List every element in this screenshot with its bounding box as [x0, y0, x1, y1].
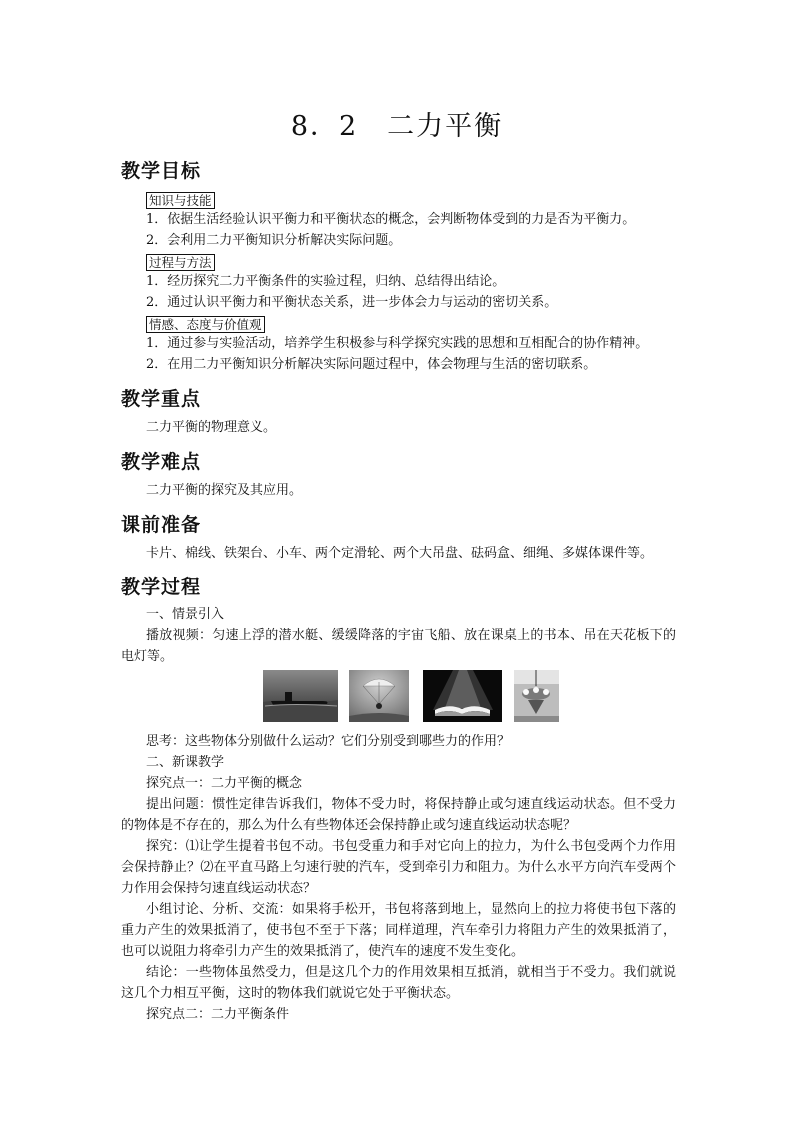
process-line: 思考：这些物体分别做什么运动？它们分别受到哪些力的作用？: [146, 734, 511, 749]
heading-objectives: 教学目标: [121, 160, 202, 182]
subheading-knowledge: 知识与技能: [146, 192, 215, 209]
process-line: 一、情景引入: [146, 607, 225, 622]
process-line: 探究点一：二力平衡的概念: [146, 776, 303, 791]
objective-line: 2．会利用二力平衡知识分析解决实际问题。: [146, 233, 402, 248]
submarine-image: [263, 670, 338, 722]
objective-line: 1．经历探究二力平衡条件的实验过程，归纳、总结得出结论。: [146, 274, 506, 289]
process-paragraph: 提出问题：惯性定律告诉我们，物体不受力时，将保持静止或匀速直线运动状态。但不受力的物体是不存在的，那么为什么有些物体还会保持静止或匀速直线运动状态呢？: [121, 797, 676, 833]
objective-line: 2．在用二力平衡知识分析解决实际问题过程中，体会物理与生活的密切联系。: [146, 357, 597, 372]
heading-difficulties: 教学难点: [121, 451, 202, 473]
heading-key-points: 教学重点: [121, 388, 202, 410]
process-paragraph: 结论：一些物体虽然受力，但是这几个力的作用效果相互抵消，就相当于不受力。我们就说这几个力相互平衡，这时的物体我们就说它处于平衡状态。: [121, 965, 676, 1001]
subheading-attitude: 情感、态度与价值观: [146, 316, 265, 333]
difficulties-text: 二力平衡的探究及其应用。: [146, 483, 303, 498]
scene-images: [263, 670, 563, 722]
heading-process: 教学过程: [121, 576, 202, 598]
ceiling-lamp-image: [514, 670, 559, 722]
objective-line: 2．通过认识平衡力和平衡状态关系，进一步体会力与运动的密切关系。: [146, 295, 558, 310]
book-on-desk-image: [423, 670, 502, 722]
subheading-process: 过程与方法: [146, 254, 215, 271]
process-line: 探究点二：二力平衡条件: [146, 1007, 290, 1022]
process-line: 二、新课教学: [146, 755, 225, 770]
page-title: 8．2 二力平衡: [290, 111, 504, 142]
heading-preparation: 课前准备: [121, 514, 202, 536]
key-points-text: 二力平衡的物理意义。: [146, 420, 277, 435]
objective-line: 1．通过参与实验活动，培养学生积极参与科学探究实践的思想和互相配合的协作精神。: [146, 336, 649, 351]
process-paragraph: 播放视频：匀速上浮的潜水艇、缓缓降落的宇宙飞船、放在课桌上的书本、吊在天花板下的电灯等。: [121, 628, 676, 664]
preparation-text: 卡片、棉线、铁架台、小车、两个定滑轮、两个大吊盘、砝码盒、细绳、多媒体课件等。: [146, 546, 654, 561]
objective-line: 1．依据生活经验认识平衡力和平衡状态的概念，会判断物体受到的力是否为平衡力。: [146, 212, 636, 227]
spacecraft-parachute-image: [349, 670, 409, 722]
process-paragraph: 小组讨论、分析、交流：如果将手松开，书包将落到地上，显然向上的拉力将使书包下落的重力产生的效果抵消了，使书包不至于下落；同样道理，汽车牵引力将阻力产生的效果抵消了，也可以说阻力将牵引力产生的效果抵消了，使汽车的速度不发生变化。: [121, 902, 676, 959]
process-paragraph: 探究：⑴让学生提着书包不动。书包受重力和手对它向上的拉力，为什么书包受两个力作用会保持静止？⑵在平直马路上匀速行驶的汽车，受到牵引力和阻力。为什么水平方向汽车受两个力作用会保持匀速直线运动状态？: [121, 839, 676, 896]
